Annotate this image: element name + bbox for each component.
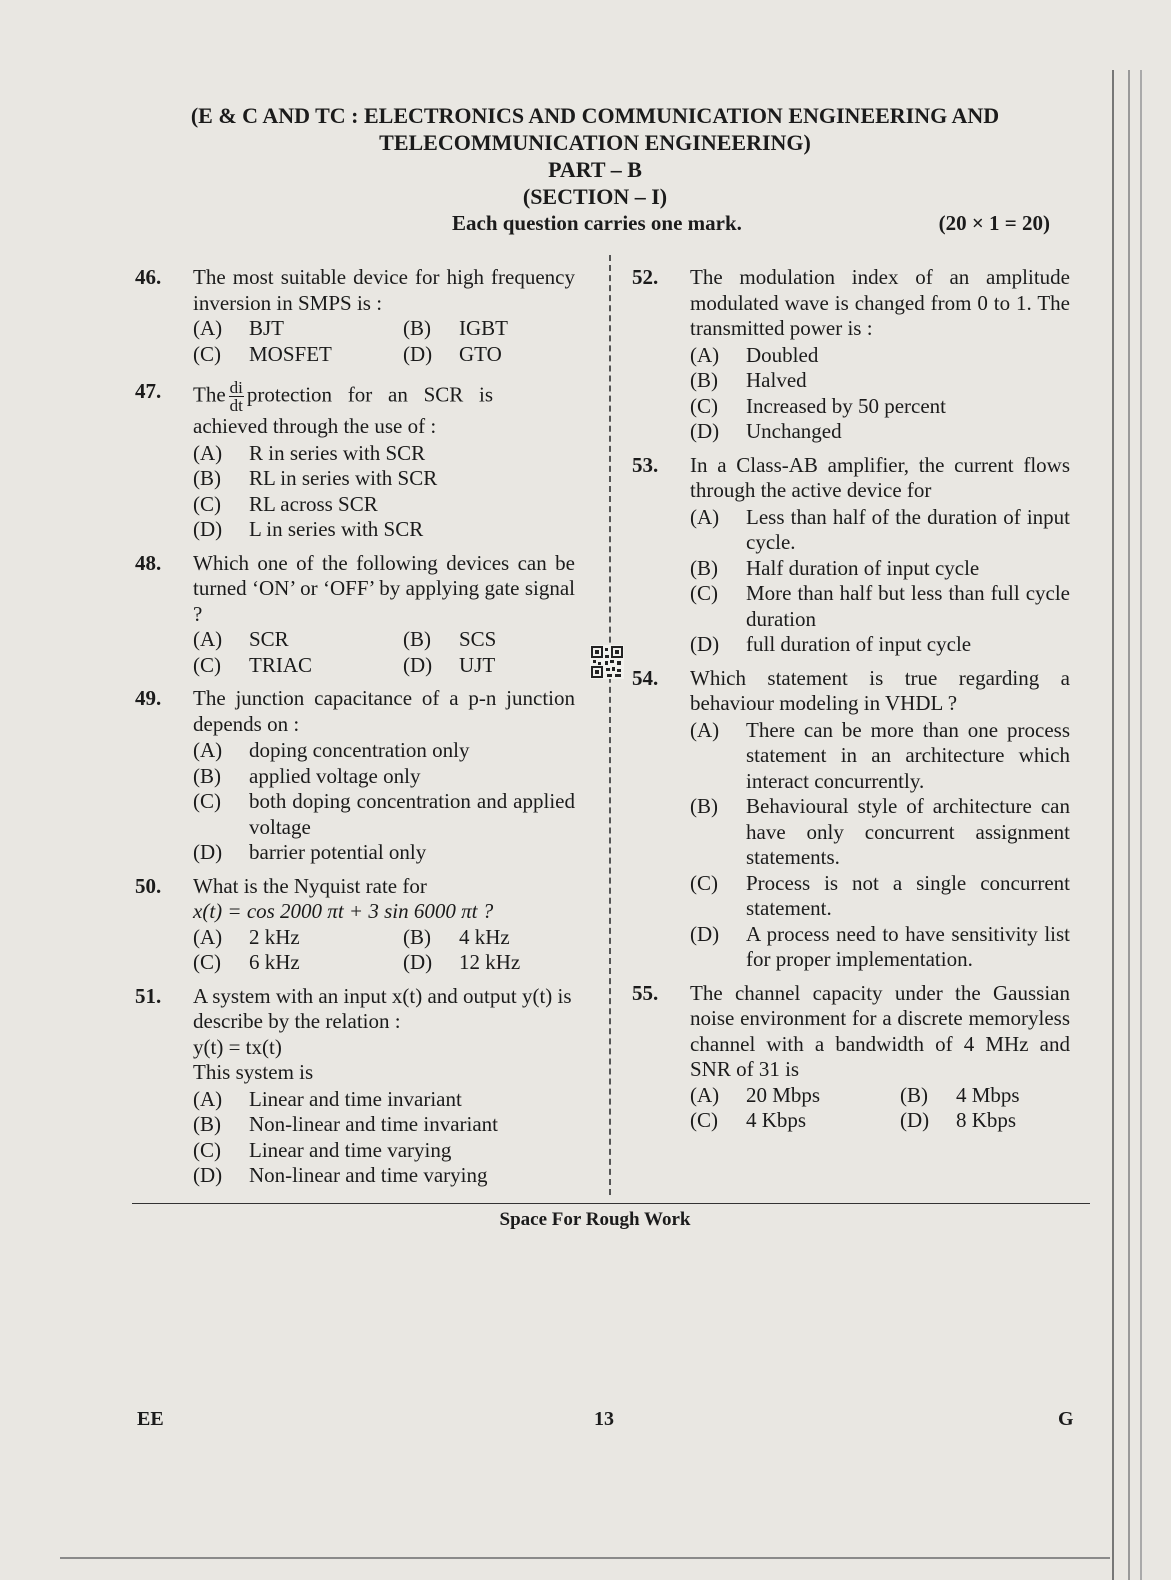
option-label: (B) bbox=[193, 763, 221, 788]
option-label: (A) bbox=[193, 440, 223, 465]
di-dt-fraction bbox=[229, 379, 244, 414]
marks-note: Each question carries one mark. bbox=[452, 211, 742, 235]
option-label: (D) bbox=[900, 1108, 930, 1132]
option-text: Linear and time varying bbox=[249, 1137, 452, 1162]
option-d[interactable] bbox=[690, 419, 1070, 445]
option-label: (C) bbox=[690, 1108, 718, 1132]
option-label: (B) bbox=[193, 1112, 221, 1136]
option-c[interactable] bbox=[193, 653, 403, 679]
option-a[interactable] bbox=[690, 343, 1070, 369]
question-text: Which one of the following devices can be turned ‘ON’ or ‘OFF’ by applying gate signal ? bbox=[193, 550, 575, 626]
option-text: 4 Kbps bbox=[746, 1108, 807, 1132]
option-d[interactable] bbox=[690, 632, 1070, 658]
option-label: (A) bbox=[690, 342, 720, 367]
option-text: Behavioural style of architecture can have only concurrent assignment statements. bbox=[746, 794, 1070, 869]
question-text: Which statement is true regarding a behaviour modeling in VHDL ? bbox=[690, 665, 1070, 715]
option-label: (D) bbox=[193, 1163, 223, 1187]
question-text: The junction capacitance of a p-n junction depends on : bbox=[193, 686, 575, 736]
bottom-edge-line bbox=[60, 1557, 1110, 1559]
option-b[interactable] bbox=[403, 316, 575, 342]
option-c[interactable] bbox=[193, 342, 403, 368]
option-label: (B) bbox=[403, 627, 431, 651]
option-text: Unchanged bbox=[746, 419, 842, 443]
option-label: (A) bbox=[690, 504, 720, 529]
option-c[interactable] bbox=[193, 950, 403, 976]
question-text bbox=[193, 379, 575, 414]
section-heading: (SECTION – I) bbox=[522, 184, 668, 209]
question-number: 51. bbox=[135, 983, 162, 1008]
option-label: (B) bbox=[900, 1082, 928, 1107]
option-label: (D) bbox=[690, 632, 720, 656]
option-label: (A) bbox=[690, 717, 720, 742]
fraction-numerator: di bbox=[229, 378, 243, 397]
question-number: 54. bbox=[632, 665, 659, 690]
page-number: 13 bbox=[594, 1408, 614, 1430]
question-number: 49. bbox=[135, 686, 162, 710]
option-d[interactable] bbox=[193, 517, 575, 543]
option-text: barrier potential only bbox=[249, 840, 427, 864]
option-label: (D) bbox=[690, 419, 720, 443]
right-column bbox=[632, 265, 1070, 1142]
option-a[interactable] bbox=[193, 1087, 575, 1113]
text-pre: The bbox=[193, 382, 226, 407]
question-50 bbox=[135, 874, 575, 976]
option-label: (D) bbox=[403, 341, 433, 366]
rough-work-label: Space For Rough Work bbox=[499, 1209, 691, 1230]
option-b[interactable] bbox=[193, 764, 575, 790]
option-text: IGBT bbox=[459, 316, 508, 340]
option-text: both doping concentration and applied voltage bbox=[249, 789, 575, 839]
question-text: The channel capacity under the Gaussian noise environment for a discrete memoryless channel with a bandwidth of 4 MHz and SNR of 31 is bbox=[690, 980, 1070, 1081]
question-51 bbox=[135, 984, 575, 1189]
question-54 bbox=[632, 666, 1070, 973]
option-b[interactable] bbox=[193, 1112, 575, 1138]
question-text-line3: This system is bbox=[193, 1060, 314, 1084]
option-text: There can be more than one process statement in an architecture which interact concurrently. bbox=[746, 717, 1070, 793]
question-number: 55. bbox=[632, 980, 659, 1005]
option-label: (A) bbox=[193, 316, 223, 340]
option-label: (C) bbox=[193, 950, 221, 974]
option-a[interactable] bbox=[193, 925, 403, 951]
option-c[interactable] bbox=[193, 492, 575, 518]
footer-code: EE bbox=[137, 1408, 164, 1430]
options bbox=[193, 627, 575, 678]
option-label: (B) bbox=[690, 368, 718, 392]
option-text: Half duration of input cycle bbox=[746, 555, 980, 580]
question-text: A system with an input x(t) and output y(t) is describe by the relation : bbox=[193, 983, 572, 1033]
question-46 bbox=[135, 265, 575, 367]
question-text-line2: achieved through the use of : bbox=[193, 414, 437, 438]
option-text: SCR bbox=[249, 627, 289, 651]
option-label: (C) bbox=[690, 581, 718, 605]
option-text: L in series with SCR bbox=[249, 517, 424, 541]
options bbox=[193, 441, 575, 543]
option-b[interactable] bbox=[690, 556, 1070, 582]
option-label: (D) bbox=[403, 652, 433, 677]
option-b[interactable] bbox=[690, 794, 1070, 871]
option-d[interactable] bbox=[403, 950, 575, 976]
question-48 bbox=[135, 551, 575, 679]
option-label: (A) bbox=[193, 738, 223, 762]
option-text: UJT bbox=[459, 652, 496, 677]
option-label: (A) bbox=[193, 1086, 223, 1111]
option-text: RL across SCR bbox=[249, 491, 378, 516]
option-text: Non-linear and time varying bbox=[249, 1163, 488, 1187]
question-49 bbox=[135, 686, 575, 866]
question-53 bbox=[632, 453, 1070, 658]
option-text: GTO bbox=[459, 341, 502, 366]
option-c[interactable] bbox=[690, 871, 1070, 922]
option-d[interactable] bbox=[900, 1108, 1070, 1134]
option-label: (B) bbox=[403, 316, 431, 340]
option-label: (B) bbox=[690, 794, 718, 818]
option-text: 4 Mbps bbox=[956, 1082, 1020, 1107]
option-label: (C) bbox=[193, 341, 221, 366]
option-label: (C) bbox=[193, 1137, 221, 1162]
option-label: (B) bbox=[193, 466, 221, 490]
option-text: A process need to have sensitivity list for proper implementation. bbox=[746, 921, 1070, 971]
option-c[interactable] bbox=[690, 581, 1070, 632]
option-text: R in series with SCR bbox=[249, 440, 426, 465]
option-text: Halved bbox=[746, 368, 807, 392]
option-b[interactable] bbox=[403, 627, 575, 653]
marks-total: (20 × 1 = 20) bbox=[938, 211, 1050, 235]
question-text: In a Class-AB amplifier, the current flows through the active device for bbox=[690, 452, 1070, 502]
option-a[interactable] bbox=[690, 718, 1070, 795]
question-52 bbox=[632, 265, 1070, 445]
option-text: More than half but less than full cycle duration bbox=[746, 581, 1070, 631]
options bbox=[690, 718, 1070, 973]
option-text: Doubled bbox=[746, 342, 819, 367]
option-text: 2 kHz bbox=[249, 924, 300, 949]
option-text: MOSFET bbox=[249, 341, 332, 366]
option-text: BJT bbox=[249, 316, 285, 340]
question-text: What is the Nyquist rate for bbox=[193, 873, 427, 898]
option-d[interactable] bbox=[690, 922, 1070, 973]
option-label: (D) bbox=[690, 921, 720, 946]
option-label: (B) bbox=[690, 555, 718, 580]
options bbox=[690, 343, 1070, 445]
option-text: Increased by 50 percent bbox=[746, 393, 946, 418]
option-text: 6 kHz bbox=[249, 950, 300, 974]
binding-line bbox=[1112, 70, 1114, 1580]
option-label: (B) bbox=[403, 924, 431, 949]
qr-code-icon bbox=[590, 645, 624, 679]
option-c[interactable] bbox=[690, 394, 1070, 420]
option-label: (A) bbox=[193, 924, 223, 949]
option-a[interactable] bbox=[193, 441, 575, 467]
option-label: (C) bbox=[690, 870, 718, 895]
title-line-2: TELECOMMUNICATION ENGINEERING) bbox=[379, 130, 811, 155]
option-label: (C) bbox=[193, 652, 221, 677]
paper-title bbox=[130, 102, 1060, 156]
option-d[interactable] bbox=[403, 342, 575, 368]
options bbox=[193, 316, 575, 367]
option-c[interactable] bbox=[690, 1108, 900, 1134]
options bbox=[193, 1087, 575, 1189]
question-number: 48. bbox=[135, 550, 162, 575]
option-text: Less than half of the duration of input cycle. bbox=[746, 504, 1070, 554]
option-text: full duration of input cycle bbox=[746, 632, 972, 656]
option-text: TRIAC bbox=[249, 652, 312, 677]
question-number: 52. bbox=[632, 265, 659, 289]
binding-line bbox=[1140, 70, 1142, 1580]
option-label: (C) bbox=[193, 789, 221, 813]
option-a[interactable] bbox=[193, 738, 575, 764]
option-label: (C) bbox=[690, 393, 718, 418]
rough-work-rule bbox=[132, 1203, 1090, 1204]
options bbox=[690, 1083, 1070, 1134]
option-text: 4 kHz bbox=[459, 924, 510, 949]
option-c[interactable] bbox=[193, 789, 575, 840]
option-d[interactable] bbox=[403, 653, 575, 679]
left-column bbox=[135, 265, 575, 1197]
options bbox=[193, 738, 575, 866]
column-divider bbox=[609, 255, 611, 1195]
option-a[interactable] bbox=[193, 627, 403, 653]
option-text: applied voltage only bbox=[249, 763, 421, 788]
option-c[interactable] bbox=[193, 1138, 575, 1164]
option-b[interactable] bbox=[193, 466, 575, 492]
option-text: RL in series with SCR bbox=[249, 466, 438, 490]
option-text: doping concentration only bbox=[249, 738, 470, 762]
option-label: (D) bbox=[403, 950, 433, 974]
option-text: SCS bbox=[459, 627, 497, 651]
text-post: protection for an SCR is bbox=[246, 382, 494, 407]
part-heading: PART – B bbox=[548, 157, 642, 182]
option-label: (C) bbox=[193, 491, 221, 516]
question-number: 47. bbox=[135, 379, 162, 403]
question-text: The most suitable device for high frequency inversion in SMPS is : bbox=[193, 265, 575, 315]
option-b[interactable] bbox=[403, 925, 575, 951]
option-d[interactable] bbox=[193, 840, 575, 866]
options bbox=[690, 505, 1070, 658]
question-relation: y(t) = tx(t) bbox=[193, 1034, 282, 1059]
title-line-1: (E & C AND TC : ELECTRONICS AND COMMUNICATION ENGINEERING AND bbox=[190, 103, 1000, 128]
question-number: 53. bbox=[632, 452, 659, 477]
question-formula: x(t) = cos 2000 πt + 3 sin 6000 πt ? bbox=[193, 899, 494, 923]
option-text: 8 Kbps bbox=[956, 1108, 1017, 1132]
question-number: 50. bbox=[135, 873, 162, 898]
option-b[interactable] bbox=[900, 1083, 1070, 1109]
question-number: 46. bbox=[135, 265, 162, 289]
footer-series: G bbox=[1058, 1408, 1074, 1430]
option-text: Linear and time invariant bbox=[249, 1086, 462, 1111]
option-a[interactable] bbox=[690, 505, 1070, 556]
option-text: 20 Mbps bbox=[746, 1082, 821, 1107]
option-text: 12 kHz bbox=[459, 950, 521, 974]
question-47 bbox=[135, 379, 575, 543]
option-label: (D) bbox=[193, 517, 223, 541]
option-a[interactable] bbox=[193, 316, 403, 342]
question-55 bbox=[632, 981, 1070, 1134]
question-text: The modulation index of an amplitude modulated wave is changed from 0 to 1. The transmitted power is : bbox=[690, 265, 1070, 340]
option-text: Non-linear and time invariant bbox=[249, 1112, 498, 1136]
option-label: (D) bbox=[193, 840, 223, 864]
fraction-denominator: dt bbox=[229, 396, 243, 415]
option-a[interactable] bbox=[690, 1083, 900, 1109]
options bbox=[193, 925, 575, 976]
option-text: Process is not a single concurrent statement. bbox=[746, 870, 1070, 920]
option-label: (A) bbox=[690, 1082, 720, 1107]
binding-line bbox=[1128, 70, 1130, 1580]
option-d[interactable] bbox=[193, 1163, 575, 1189]
option-label: (A) bbox=[193, 627, 223, 651]
option-b[interactable] bbox=[690, 368, 1070, 394]
